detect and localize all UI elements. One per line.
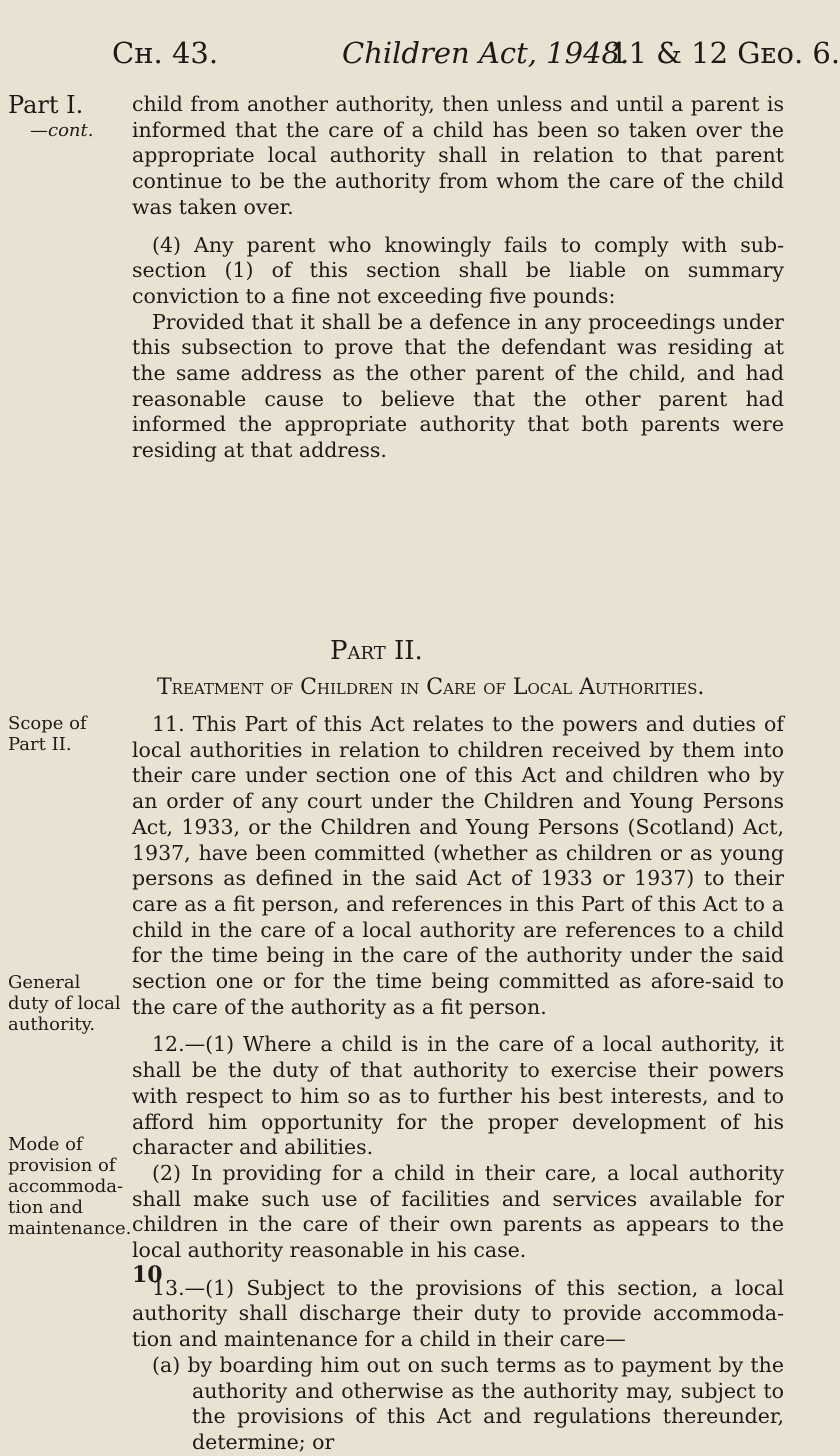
part-heading: Part II.	[330, 636, 423, 666]
section-11: 11. This Part of this Act relates to the powers and duties of local authorities in relation to children received by them into their care under section one of this Act and children who by an order of any court under the Children and Young Persons Act, 1933, or the Children and Young Persons (Scotland) Act, 1937, have been committed (whether as children or as young persons as defined in the said Act of 1933 or 1937) to their care as a fit person, and references in this Part of this Act to a child in the care of a local authority are references to a child for the time being in the care of the authority under the said section one or for the time being committed as afore-said to the care of the authority as a fit person.	[132, 712, 784, 1019]
margin-cont-label: —cont.	[30, 120, 94, 141]
paragraph-continued: child from another authority, then unless and until a parent is informed that the care of a child has been so taken over the appropriate local authority shall in relation to that parent continue to be the authority from whom the care of the child was taken over.	[132, 92, 784, 219]
section-12-2: (2) In providing for a child in their care, a local authority shall make such use of facilities and services available for children in the care of their own parents as appears to the local authority reasonable in his case.	[132, 1160, 784, 1263]
margin-part-label: Part I.	[8, 91, 84, 119]
section-13-1-a: (a) by boarding him out on such terms as to payment by the authority and otherwise as the authority may, subject to the provisions of this Act and regulations thereunder, determine; or	[152, 1352, 784, 1454]
page-number: 10	[132, 1262, 163, 1288]
margin-note-mode-of-provision: Mode of provision of accommoda-tion and maintenance.	[8, 1134, 132, 1239]
header-chapter: Cʜ. 43.	[112, 36, 219, 70]
paragraph-proviso: Provided that it shall be a defence in any proceedings under this subsection to prove that the defendant was residing at the same address as the other parent of the child, and had reasonable cause to believe that the other parent had informed the appropriate authority that both parents were residing at that address.	[132, 309, 784, 463]
header-title: Children Act, 1948.	[342, 36, 630, 70]
margin-note-scope: Scope of Part II.	[8, 713, 87, 755]
running-header	[112, 36, 840, 72]
section-12-1: 12.—(1) Where a child is in the care of a local authority, it shall be the duty of that authority to exercise their powers with respect to him so as to further his best interests, and to afford him opportunity for the proper development of his character and abilities.	[132, 1032, 784, 1160]
margin-note-general-duty: General duty of local authority.	[8, 972, 121, 1035]
paragraph-subsection-4: (4) Any parent who knowingly fails to comply with sub-section (1) of this section shall be liable on summary conviction to a fine not exceeding five pounds:	[132, 232, 784, 308]
section-13-1: 13.—(1) Subject to the provisions of this section, a local authority shall discharge their duty to provide accommoda-tion and maintenance for a child in their care—	[132, 1275, 784, 1352]
text-block-part-1	[132, 92, 784, 464]
part-subheading: Treatment of Children in Care of Local Authorities.	[157, 675, 705, 700]
text-block-part-2	[132, 712, 784, 1456]
header-regnal-year: 11 & 12 Gᴇᴏ. 6.	[610, 36, 840, 70]
